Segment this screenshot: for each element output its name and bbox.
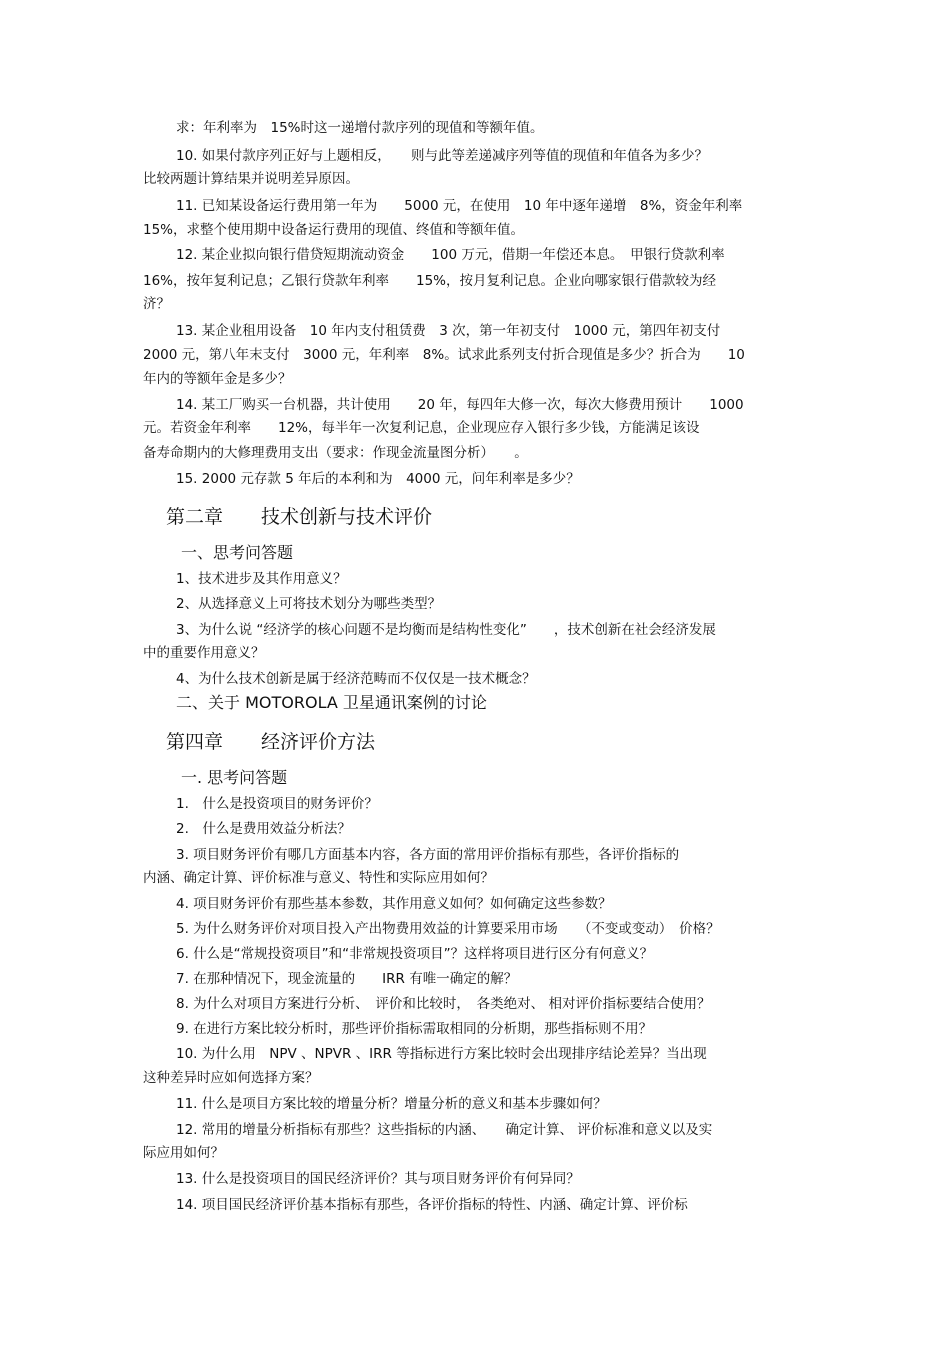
text-line: 济？ <box>143 296 170 312</box>
text-line: 6. 什么是“常规投资项目”和“非常规投资项目”？这样将项目进行区分有何意义？ <box>176 946 654 962</box>
text-line: 16%，按年复利记息；乙银行贷款年利率 15%，按月复利记息。企业向哪家银行借款较为经 <box>143 273 717 289</box>
text-line: 2、从选择意义上可将技术划分为哪些类型？ <box>176 596 442 612</box>
text-line: 15%，求整个使用期中设备运行费用的现值、终值和等额年值。 <box>143 222 525 238</box>
section-heading: 一、思考问答题 <box>181 543 294 562</box>
section-heading: 一. 思考问答题 <box>181 768 288 787</box>
text-line: 11. 什么是项目方案比较的增量分析？增量分析的意义和基本步骤如何？ <box>176 1096 607 1112</box>
text-line: 4、为什么技术创新是属于经济范畴而不仅仅是一技术概念？ <box>176 671 536 687</box>
text-line: 10. 为什么用 NPV 、NPVR 、IRR 等指标进行方案比较时会出现排序结论差异？当出现 <box>176 1046 707 1062</box>
text-line: 13. 某企业租用设备 10 年内支付租赁费 3 次，第一年初支付 1000 元，第四年初支付 <box>176 323 721 339</box>
text-line: 12. 常用的增量分析指标有那些？这些指标的内涵、 确定计算、 评价标准和意义以及实 <box>176 1122 713 1138</box>
text-line: 年内的等额年金是多少？ <box>143 371 292 387</box>
text-line: 4. 项目财务评价有那些基本参数，其作用意义如何？如何确定这些参数？ <box>176 896 612 912</box>
text-line: 1. 什么是投资项目的财务评价？ <box>176 796 378 812</box>
text-line: 比较两题计算结果并说明差异原因。 <box>143 171 359 187</box>
text-line: 13. 什么是投资项目的国民经济评价？其与项目财务评价有何异同？ <box>176 1171 580 1187</box>
text-line: 11. 已知某设备运行费用第一年为 5000 元，在使用 10 年中逐年递增 8%，资金年利率 <box>176 198 743 214</box>
text-line: 中的重要作用意义？ <box>143 645 265 661</box>
text-line: 7. 在那种情况下，现金流量的 IRR 有唯一确定的解？ <box>176 971 518 987</box>
text-line: 内涵、确定计算、评价标准与意义、特性和实际应用如何？ <box>143 870 494 886</box>
text-line: 际应用如何？ <box>143 1145 224 1161</box>
section-heading: 二、关于 MOTOROLA 卫星通讯案例的讨论 <box>176 693 487 712</box>
chapter-heading: 第四章 经济评价方法 <box>166 731 376 753</box>
text-line: 8. 为什么对项目方案进行分析、 评价和比较时， 各类绝对、 相对评价指标要结合使用？ <box>176 996 711 1012</box>
chapter-heading: 第二章 技术创新与技术评价 <box>166 506 433 528</box>
text-line: 9. 在进行方案比较分析时，那些评价指标需取相同的分析期，那些指标则不用？ <box>176 1021 653 1037</box>
text-line: 2. 什么是费用效益分析法？ <box>176 821 351 837</box>
text-line: 2000 元，第八年末支付 3000 元，年利率 8%。试求此系列支付折合现值是多少？折合为 10 <box>143 347 745 363</box>
text-line: 5. 为什么财务评价对项目投入产出物费用效益的计算要采用市场 （不变或变动） 价格？ <box>176 921 720 937</box>
text-line: 这种差异时应如何选择方案？ <box>143 1070 319 1086</box>
text-line: 12. 某企业拟向银行借贷短期流动资金 100 万元，借期一年偿还本息。 甲银行贷款利率 <box>176 247 725 263</box>
text-line: 备寿命期内的大修理费用支出（要求：作现金流量图分析） 。 <box>143 445 528 461</box>
text-line: 10. 如果付款序列正好与上题相反， 则与此等差递减序列等值的现值和年值各为多少？ <box>176 148 709 164</box>
text-line: 3. 项目财务评价有哪几方面基本内容，各方面的常用评价指标有那些，各评价指标的 <box>176 847 680 863</box>
text-line: 元。若资金年利率 12%，每半年一次复利记息，企业现应存入银行多少钱，方能满足该设 <box>143 420 700 436</box>
text-line: 14. 某工厂购买一台机器，共计使用 20 年，每四年大修一次，每次大修费用预计 1000 <box>176 397 744 413</box>
text-line: 3、为什么说 “经济学的核心问题不是均衡而是结构性变化” ，技术创新在社会经济发展 <box>176 622 716 638</box>
text-line: 14. 项目国民经济评价基本指标有那些，各评价指标的特性、内涵、确定计算、评价标 <box>176 1197 688 1213</box>
text-line: 15. 2000 元存款 5 年后的本利和为 4000 元，问年利率是多少？ <box>176 471 580 487</box>
text-line: 1、技术进步及其作用意义？ <box>176 571 347 587</box>
text-line: 求：年利率为 15%时这一递增付款序列的现值和等额年值。 <box>176 120 544 136</box>
